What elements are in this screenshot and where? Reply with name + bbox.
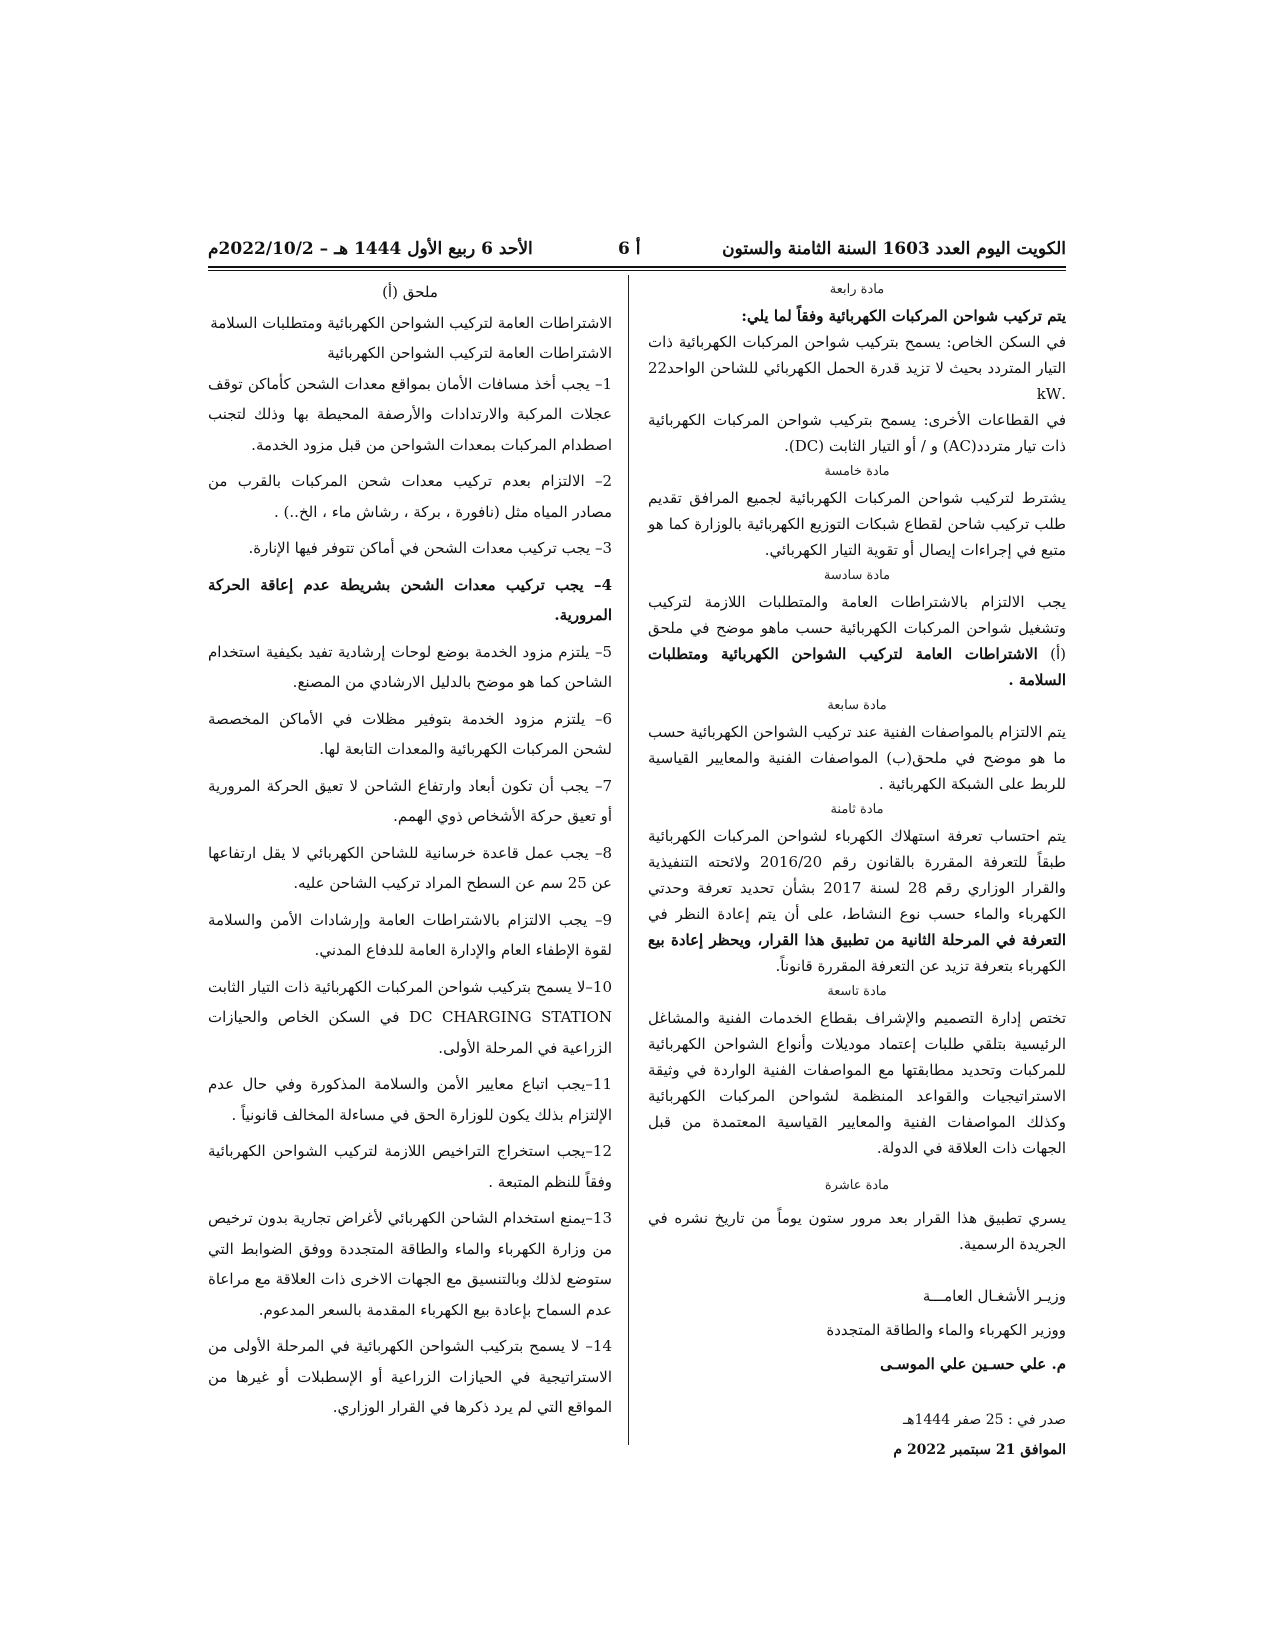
annex-item: 1– يجب أخذ مسافات الأمان بمواقع معدات الشحن كأماكن توقف عجلات المركبة والارتدادات والأرصفة المحيطة بها وذلك لتجنب اصطدام المركبات بمعدات الشواحن من قبل مزود الخدمة. [208, 374, 612, 454]
article-4-private-housing: في السكن الخاص: يسمح بتركيب شواحن المركبات الكهربائية ذات التيار المتردد بحيث لا تزيد قدرة الحمل الكهربائي للشاحن الواحد22 .kW [648, 333, 1066, 403]
header-rule [208, 266, 1066, 268]
article-9-text: تختص إدارة التصميم والإشراف بقطاع الخدمات الفنية والمشاغل الرئيسية بتلقي طلبات إعتماد موديلات وأنواع الشواحن الكهربائية للمركبات وتحديد مطابقتها مع المواصفات الفنية الواردة في وثيقة الاستراتيجيات والقواعد المنظمة لشواحن المركبات الكهربائية وكذلك المواصفات الفنية والمعايير القياسية المعتمدة من قبل الجهات ذات العلاقة في الدولة. [648, 1009, 1066, 1157]
annex-item: 5– يلتزم مزود الخدمة بوضع لوحات إرشادية تفيد بكيفية استخدام الشاحن كما هو موضح بالدليل الارشادي من المصنع. [208, 642, 612, 691]
annex-item: 9– يجب الالتزام بالاشتراطات العامة وإرشادات الأمن والسلامة لقوة الإطفاء العام والإدارة العامة للدفاع المدني. [208, 910, 612, 959]
annex-item: 13–يمنع استخدام الشاحن الكهربائي لأغراض تجارية بدون ترخيص من وزارة الكهرباء والماء والطاقة المتجددة ووفق الضوابط التي ستوضع لذلك وبالتنسيق مع الجهات الاخرى ذات العلاقة مع مراعاة عدم السماح بإعادة بيع الكهرباء المقدمة بالسعر المدعوم. [208, 1209, 612, 1319]
article-6-body: يجب الالتزام بالاشتراطات العامة والمتطلبات اللازمة لتركيب وتشغيل شواحن المركبات الكهربائية حسب ماهو موضح في ملحق (أ) [648, 593, 1066, 663]
gazette-issue-info: الكويت اليوم العدد 1603 السنة الثامنة والستون [722, 239, 1066, 259]
issue-date-block [648, 1405, 1066, 1465]
annex-item: 4– يجب تركيب معدات الشحن بشريطة عدم إعاقة الحركة المرورية. [208, 575, 612, 624]
left-column [208, 277, 612, 1429]
annex-item: 10–لا يسمح بتركيب شواحن المركبات الكهربائية ذات التيار الثابت DC CHARGING STATION في السكن الخاص والحيازات الزراعية في المرحلة الأولى. [208, 977, 612, 1057]
article-6-text [648, 589, 1066, 693]
article-10-title: مادة عاشرة [824, 1178, 890, 1193]
article-7-text: يتم الالتزام بالمواصفات الفنية عند تركيب الشواحن الكهربائية حسب ما هو موضح في ملحق(ب) المواصفات الفنية والمعايير القياسية للربط على الشبكة الكهربائية . [648, 723, 1066, 793]
annex-item: 11–يجب اتباع معايير الأمن والسلامة المذكورة وفي حال عدم الإلتزام بذلك يكون للوزارة الحق في مساءلة المخالف قانونياً . [208, 1075, 612, 1124]
annex-heading-1: الاشتراطات العامة لتركيب الشواحن الكهربائية ومتطلبات السلامة [210, 313, 612, 332]
issue-date-gregorian: الموافق 21 سبتمبر 2022 م [893, 1442, 1066, 1458]
column-divider [628, 275, 629, 1445]
article-8-title: مادة ثامنة [830, 802, 884, 817]
page-header [208, 233, 1066, 265]
header-rule-thin [208, 270, 1066, 271]
issue-date-hijri: صدر في : 25 صفر 1444هـ [903, 1412, 1066, 1428]
article-8-bold: التعرفة في المرحلة الثانية من تطبيق هذا القرار، ويحظر إعادة بيع [648, 931, 1066, 949]
article-10-text: يسري تطبيق هذا القرار بعد مرور ستون يوماً من تاريخ نشره في الجريدة الرسمية. [648, 1209, 1066, 1253]
annex-title: ملحق (أ) [382, 283, 438, 301]
article-8-text [648, 823, 1066, 979]
minister-title-1: وزيـر الأشغـال العامـــة [922, 1287, 1066, 1305]
article-4-other-sectors: في القطاعات الأخرى: يسمح بتركيب شواحن المركبات الكهربائية ذات تيار متردد(AC) و / أو التيار الثابت (DC). [648, 411, 1066, 455]
article-5-title: مادة خامسة [824, 464, 890, 479]
article-9-title: مادة تاسعة [827, 984, 887, 999]
article-7-title: مادة سابعة [827, 698, 887, 713]
annex-item: 3– يجب تركيب معدات الشحن في أماكن تتوفر فيها الإنارة. [248, 539, 612, 557]
annex-heading-2: الاشتراطات العامة لتركيب الشواحن الكهربائية [327, 344, 612, 362]
article-6-bold: الاشتراطات العامة لتركيب الشواحن الكهربائية ومتطلبات السلامة . [648, 645, 1066, 689]
annex-item: 8– يجب عمل قاعدة خرسانية للشاحن الكهربائي لا يقل ارتفاعها عن 25 سم عن السطح المراد تركيب الشاحن عليه. [208, 843, 612, 892]
minister-title-2: ووزير الكهرباء والماء والطاقة المتجددة [826, 1321, 1066, 1339]
annex-item: 6– يلتزم مزود الخدمة بتوفير مظلات في الأماكن المخصصة لشحن المركبات الكهربائية والمعدات التابعة لها. [208, 709, 612, 758]
minister-name: م. علي حسـين علي الموسـى [880, 1355, 1066, 1373]
page-number: أ 6 [618, 239, 641, 259]
right-column [648, 277, 1066, 1465]
annex-item: 14– لا يسمح بتركيب الشواحن الكهربائية في المرحلة الأولى من الاستراتيجية في الحيازات الزراعية أو الإسطبلات أو غيرها من المواقع التي لم يرد ذكرها في القرار الوزاري. [208, 1337, 612, 1416]
article-4-intro: يتم تركيب شواحن المركبات الكهربائية وفقاً لما يلي: [741, 307, 1066, 325]
annex-item: 2– الالتزام بعدم تركيب معدات شحن المركبات بالقرب من مصادر المياه مثل (نافورة ، بركة ، رشاش ماء ، الخ..) . [208, 472, 612, 521]
signature-block [648, 1279, 1066, 1381]
article-5-text: يشترط لتركيب شواحن المركبات الكهربائية لجميع المرافق تقديم طلب تركيب شاحن لقطاع شبكات التوزيع الكهربائية بالوزارة كما هو متبع في إجراءات إيصال أو تقوية التيار الكهربائي. [648, 489, 1066, 559]
article-4-title: مادة رابعة [829, 282, 885, 297]
header-date: الأحد 6 ربيع الأول 1444 هـ – 2022/10/2م [208, 239, 533, 259]
article-6-title: مادة سادسة [823, 568, 891, 583]
article-8-end: الكهرباء بتعرفة تزيد عن التعرفة المقررة قانوناً. [775, 957, 1066, 975]
article-8-body: يتم احتساب تعرفة استهلاك الكهرباء لشواحن المركبات الكهربائية طبقاً للتعرفة المقررة بالقانون رقم 2016/20 ولائحته التنفيذية والقرار الوزاري رقم 28 لسنة 2017 بشأن تحديد تعرفة وحدتي الكهرباء والماء حسب نوع النشاط، على أن يتم إعادة النظر في [648, 827, 1067, 923]
annex-item: 7– يجب أن تكون أبعاد وارتفاع الشاحن لا تعيق الحركة المرورية أو تعيق حركة الأشخاص ذوي الهمم. [208, 776, 612, 825]
annex-item: 12–يجب استخراج التراخيص اللازمة لتركيب الشواحن الكهربائية وفقاً للنظم المتبعة . [208, 1142, 612, 1191]
